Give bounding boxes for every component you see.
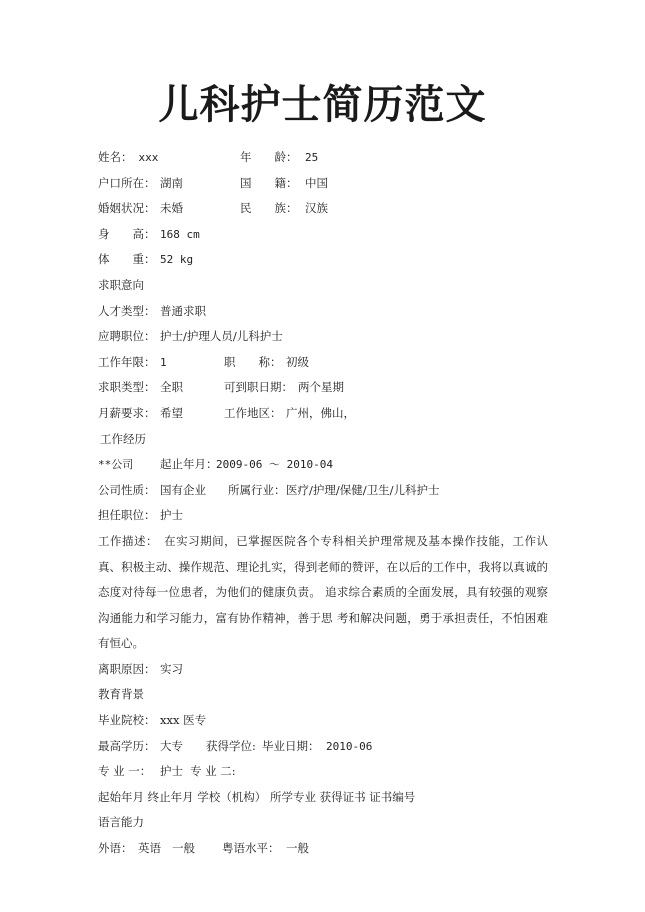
- row-role: [98, 503, 558, 529]
- row-job-type: [98, 375, 558, 401]
- school-value: xxx 医专: [160, 713, 207, 728]
- row-nature-industry: [98, 478, 558, 504]
- age-label: 年 龄：: [240, 150, 298, 164]
- nature-value: 国有企业: [160, 482, 206, 497]
- job-intent-heading: 求职意向: [98, 277, 144, 292]
- country-label: 国 籍：: [240, 175, 298, 190]
- education-columns: 起始年月 终止年月 学校（机构） 所学专业 获得证书 证书编号: [98, 789, 416, 804]
- education-heading: 教育背景: [98, 687, 144, 702]
- major1-label: 专 业 一：: [98, 764, 152, 779]
- work-description: [98, 529, 548, 657]
- talent-type-value: 普通求职: [160, 303, 206, 318]
- height-value: 168 cm: [160, 227, 200, 241]
- nature-label: 公司性质：: [98, 482, 156, 497]
- salary-value: 希望: [160, 405, 183, 420]
- row-position: [98, 324, 558, 350]
- row-salary-location: [98, 401, 558, 427]
- resume-content: [98, 145, 558, 862]
- row-company-period: [98, 452, 558, 478]
- years-label: 工作年限：: [98, 354, 156, 369]
- job-type-value: 全职: [160, 380, 183, 395]
- title-value: 初级: [286, 354, 309, 369]
- award-label: 获得学位:: [206, 738, 256, 753]
- leave-label: 离职原因：: [98, 661, 156, 676]
- row-degree: [98, 734, 558, 760]
- row-education-columns: [98, 785, 558, 811]
- industry-label: 所属行业：: [228, 482, 286, 497]
- marital-value: 未婚: [160, 201, 183, 216]
- row-talent-type: [98, 299, 558, 325]
- available-value: 两个星期: [298, 380, 344, 395]
- row-leave-reason: [98, 657, 558, 683]
- period-label: 起止年月：: [160, 457, 218, 472]
- cantonese-label: 粤语水平：: [222, 841, 280, 856]
- role-value: 护士: [160, 508, 183, 523]
- grad-label: 毕业日期：: [262, 738, 320, 753]
- cantonese-level: 一般: [286, 841, 309, 856]
- marital-label: 婚姻状况：: [98, 201, 156, 216]
- grad-value: 2010-06: [326, 739, 373, 753]
- weight-label: 体 重：: [98, 252, 156, 267]
- degree-label: 最高学历：: [98, 738, 156, 753]
- job-type-label: 求职类型：: [98, 380, 156, 395]
- desc-value: 在实习期间，已掌握医院各个专科相关护理常规及基本操作技能，工作认真、积极主动、操作规范、理论扎实，得到老师的赞评，在以后的工作中，我将以真诚的态度对待每一位患者，为他们的健康负责。 追求综合素质的全面发展，具有较强的观察沟通能力和学习能力，富有协作精神，善于思 考和解决问题，勇于承担责任，不怕困难有恒心。: [98, 533, 549, 651]
- role-label: 担任职位：: [98, 508, 156, 523]
- available-label: 可到职日期：: [224, 380, 293, 395]
- position-label: 应聘职位：: [98, 329, 156, 344]
- title-label: 职 称：: [224, 354, 282, 369]
- talent-type-label: 人才类型：: [98, 303, 156, 318]
- desc-label: 工作描述：: [98, 533, 159, 548]
- row-majors: [98, 759, 558, 785]
- leave-value: 实习: [160, 661, 183, 676]
- company-name: **公司: [98, 458, 134, 472]
- ethnic-label: 民 族：: [240, 201, 298, 216]
- language-heading: 语言能力: [98, 815, 144, 830]
- name-label: 姓名：: [98, 150, 133, 164]
- years-value: 1: [160, 355, 167, 369]
- major2-label: 专 业 二:: [190, 764, 236, 779]
- name-value: xxx: [138, 151, 159, 164]
- major1-value: 护士: [160, 764, 183, 779]
- hukou-value: 湖南: [160, 175, 183, 190]
- row-school: [98, 708, 558, 734]
- industry-value: 医疗/护理/保健/卫生/儿科护士: [286, 482, 440, 497]
- work-heading: 工作经历: [100, 431, 146, 446]
- degree-value: 大专: [160, 738, 183, 753]
- row-name-age: [98, 145, 558, 171]
- row-weight: [98, 247, 558, 273]
- age-value: 25: [305, 151, 319, 164]
- salary-label: 月薪要求：: [98, 405, 156, 420]
- height-label: 身 高：: [98, 226, 156, 241]
- period-value: 2009-06 ～ 2010-04: [216, 458, 333, 472]
- foreign-lang: 英语: [138, 841, 161, 856]
- ethnic-value: 汉族: [305, 201, 328, 216]
- row-height: [98, 222, 558, 248]
- foreign-level: 一般: [172, 841, 195, 856]
- location-value: 广州，佛山，: [286, 405, 355, 420]
- foreign-label: 外语：: [98, 841, 133, 856]
- hukou-label: 户口所在：: [98, 175, 156, 190]
- document-title: 儿科护士简历范文: [158, 82, 487, 128]
- weight-value: 52 kg: [160, 253, 194, 267]
- school-label: 毕业院校：: [98, 713, 156, 728]
- country-value: 中国: [305, 175, 328, 190]
- row-marital-ethnic: [98, 196, 558, 222]
- row-hukou-country: [98, 171, 558, 197]
- location-label: 工作地区：: [224, 405, 282, 420]
- row-years-title: [98, 350, 558, 376]
- row-language: [98, 836, 558, 862]
- position-value: 护士/护理人员/儿科护士: [160, 329, 283, 344]
